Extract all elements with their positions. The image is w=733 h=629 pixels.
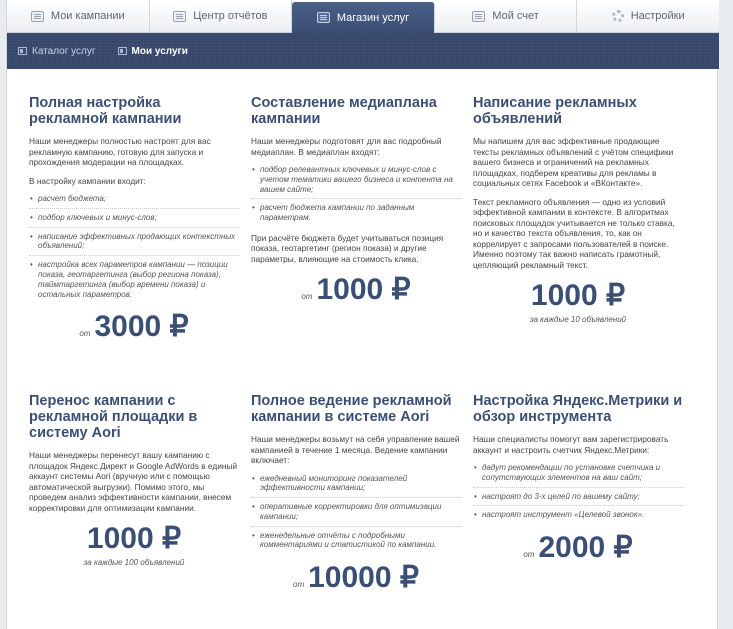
service-description: Наши менеджеры возьмут на себя управление вашей кампанией в течение 1 месяца. Ведение кампании включает: <box>251 434 460 465</box>
price-note: за каждые 100 объявлений <box>83 558 185 567</box>
service-title: Полная настройка рекламной кампании <box>29 95 182 127</box>
list-item: • дадут рекомендации по установке счетчика и сопутствующих элементов на ваш сайт; <box>473 463 683 488</box>
main-frame <box>6 0 718 629</box>
catalog-icon <box>18 47 27 55</box>
reports-icon <box>173 11 186 22</box>
service-title: Составление медиаплана кампании <box>251 95 437 127</box>
service-card <box>29 95 239 344</box>
service-description: Наши менеджеры перенесут вашу кампанию с площадок Яндекс.Директ и Google AdWords в единый аккаунт системы Aori (вручную или с помощью автоматической выгрузки). Помимо этого, мы проведем анализ эффективности кампании, внесем корректировки для оптимизации кампании. <box>29 450 238 513</box>
tab-account[interactable] <box>435 0 578 32</box>
price-amount: 2000 ₽ <box>538 531 633 565</box>
list-item: • расчет бюджета; <box>29 194 239 209</box>
account-icon <box>472 11 485 22</box>
service-card <box>473 393 683 565</box>
price-amount: 10000 ₽ <box>308 561 419 595</box>
tab-label: Мои кампании <box>50 10 125 22</box>
list-item: • настроят до 3-х целей по вашему сайту; <box>473 492 683 507</box>
service-price <box>473 530 683 565</box>
subnav-catalog[interactable] <box>18 46 96 57</box>
list-item: • настроят инструмент «Целевой звонок». <box>473 510 683 524</box>
service-card <box>29 393 239 567</box>
sub-navigation <box>7 33 719 69</box>
service-description: Текст рекламного объявления — одно из условий эффективной кампании в контексте. В алгоритмах поисковых площадок учитывается не только ставка, но и качество текста объявления, то, как он коррелирует с запросами пользователей в поиске. Именно поэтому так важно написать грамотный, цепляющий рекламный текст. <box>473 196 675 270</box>
price-from-label: от <box>293 580 305 590</box>
campaigns-icon <box>31 11 44 22</box>
service-description: Наши специалисты помогут вам зарегистрировать аккаунт и настроить счетчик Яндекс.Метрики: <box>473 434 669 455</box>
tab-my-campaigns[interactable] <box>7 0 150 32</box>
service-price <box>29 309 239 344</box>
list-item: • написание эффективных продающих контекстных объявлений; <box>29 232 239 257</box>
service-title: Написание рекламных объявлений <box>473 95 637 127</box>
list-item: • ежедневный мониторинг показателей эффективности кампании; <box>251 474 461 499</box>
store-icon <box>317 12 330 23</box>
subnav-label: Мои услуги <box>131 45 188 57</box>
price-from-label: от <box>79 329 91 339</box>
price-amount: 3000 ₽ <box>94 310 189 344</box>
service-title: Перенос кампании с рекламной площадки в систему Aori <box>29 393 198 441</box>
list-item: • подбор релевантных ключевых и минус-слов с учетом тематики вашего бизнеса и контента на вашем сайте; <box>251 165 461 199</box>
service-description: Мы напишем для вас эффективные продающие тексты рекламных объявлений с учётом специфики вашего бизнеса и ограничений на рекламных площадках, подберем креативы для рекламы в социальных сетях Facebook и «ВКонтакте». <box>473 136 674 188</box>
price-amount: 1000 ₽ <box>316 273 411 307</box>
service-title: Полное ведение рекламной кампании в системе Aori <box>251 393 452 425</box>
list-item: • еженедельные отчёты с подробными комментариями и статистикой по кампании. <box>251 531 461 555</box>
price-amount: 1000 ₽ <box>86 522 182 555</box>
service-price <box>251 560 461 595</box>
subnav-my-services[interactable] <box>118 46 188 57</box>
service-feature-list <box>251 474 461 555</box>
service-feature-list <box>29 194 239 303</box>
gear-icon <box>612 10 624 22</box>
service-description: При расчёте бюджета будет учитываться позиция показа, геотаргетинг (регион показа) и другие параметры, влияющие на стоимость клика. <box>251 232 444 264</box>
service-price <box>473 278 683 313</box>
service-price <box>251 272 461 307</box>
service-feature-list <box>251 165 461 227</box>
list-item: • настройка всех параметров кампании — позиции показа, геотаргетинга (выбор региона показа), таймтаргетинга (выбор времени показа) и остальных параметров. <box>29 260 239 303</box>
service-title: Настройка Яндекс.Метрики и обзор инструмента <box>473 393 683 425</box>
tab-reports[interactable] <box>150 0 293 32</box>
service-description: Наши менеджеры подготовят для вас подробный медиаплан. В медиаплан входят: <box>251 136 442 157</box>
price-from-label: от <box>523 550 535 560</box>
tab-label: Мой счет <box>492 10 539 22</box>
price-from-label: от <box>301 292 313 302</box>
top-tabs <box>7 0 719 33</box>
tab-label: Настройки <box>630 10 685 22</box>
service-card <box>251 393 461 595</box>
tab-store[interactable] <box>292 2 435 33</box>
price-note: за каждые 10 объявлений <box>529 315 627 324</box>
service-description: Наши менеджеры полностью настроят для вас рекламную кампанию, готовую для запуска и прохождения модерации на площадках. <box>29 136 211 167</box>
service-card <box>473 95 683 324</box>
tab-settings[interactable] <box>577 0 719 32</box>
list-item: • оперативные корректировки для оптимизации кампании; <box>251 502 461 527</box>
price-amount: 1000 ₽ <box>530 279 626 312</box>
service-description: В настройку кампании входит: <box>29 175 146 186</box>
subnav-label: Каталог услуг <box>32 45 96 57</box>
service-price <box>29 521 239 556</box>
tab-label: Центр отчётов <box>193 10 268 22</box>
service-card <box>251 95 461 307</box>
list-item: • расчет бюджета кампании по заданным параметрам. <box>251 203 461 227</box>
service-feature-list <box>473 463 683 524</box>
list-item: • подбор ключевых и минус-слов; <box>29 213 239 228</box>
tab-label: Магазин услуг <box>336 11 410 24</box>
services-icon <box>118 47 127 55</box>
